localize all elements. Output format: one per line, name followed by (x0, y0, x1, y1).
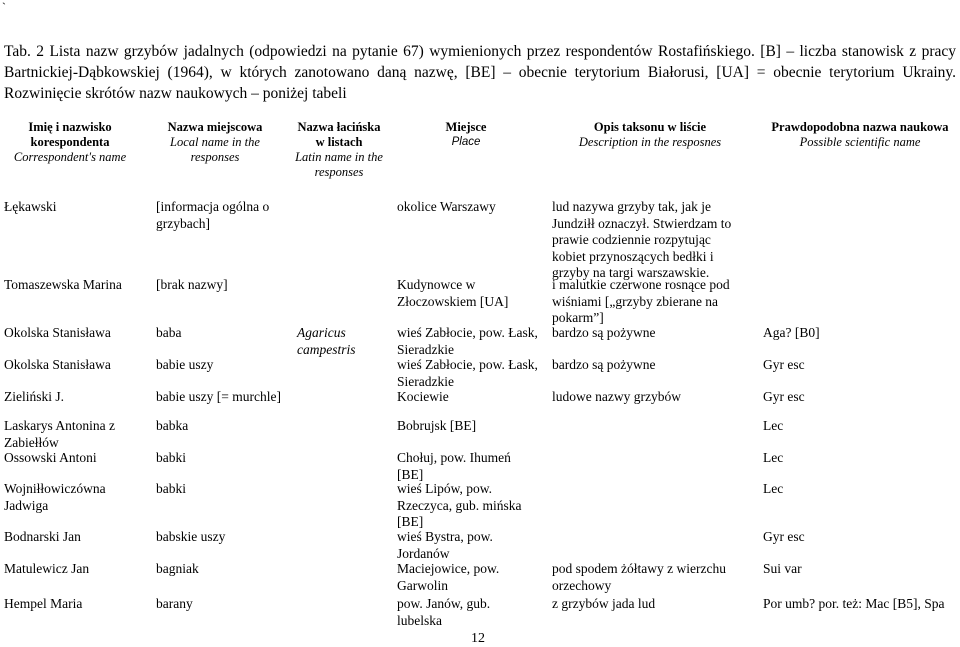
row-place: Chołuj, pow. Ihumeń [BE] (397, 450, 511, 482)
row-name: Hempel Maria (4, 596, 83, 611)
header-latin-en: Latin name in the responses (295, 150, 383, 179)
row-name: Okolska Stanisława (4, 357, 111, 372)
row-sci: Por umb? por. też: Mac [B5], Spa (763, 596, 945, 611)
row-sci: Gyr esc (763, 529, 805, 544)
row-sci: Gyr esc (763, 389, 805, 404)
row-name: Wojniłłowiczówna Jadwiga (4, 481, 106, 513)
header-name-pl: Imię i nazwisko korespondenta (28, 120, 112, 149)
page-number: 12 (471, 631, 485, 646)
header-name-en: Correspondent's name (13, 150, 127, 164)
row-local: baba (156, 325, 182, 340)
row-name: Bodnarski Jan (4, 529, 81, 544)
row-sci: Lec (763, 450, 784, 465)
row-place: wieś Bystra, pow. Jordanów (397, 529, 493, 561)
header-name (0, 120, 140, 165)
row-sci: Lec (763, 418, 784, 433)
row-desc: i malutkie czerwone rosnące pod wiśniami [„grzyby zbierane na pokarm”] (552, 277, 730, 325)
row-place: wieś Lipów, pow. Rzeczyca, gub. mińska [BE] (397, 481, 522, 529)
row-place: Kociewie (397, 389, 449, 404)
row-sci: Lec (763, 481, 784, 496)
row-desc: z grzybów jada lud (552, 596, 656, 611)
row-local: [informacja ogólna o grzybach] (156, 199, 270, 231)
row-sci: Gyr esc (763, 357, 805, 372)
row-desc: lud nazywa grzyby tak, jak je Jundziłł oznaczył. Stwierdzam to prawie codziennie rozpytując kobiet przynoszących bedłki i grzyby na targi warszawskie. (552, 199, 732, 280)
header-desc (550, 120, 750, 150)
row-local: [brak nazwy] (156, 277, 228, 292)
row-place: Maciejowice, pow. Garwolin (397, 561, 500, 593)
row-sci: Aga? [B0] (763, 325, 820, 340)
row-local: babskie uszy (156, 529, 226, 544)
row-local: babie uszy (156, 357, 214, 372)
row-local: bagniak (156, 561, 199, 576)
header-sci-pl: Prawdopodobna nazwa naukowa (771, 120, 949, 134)
row-local: babki (156, 481, 186, 496)
row-local: babka (156, 418, 189, 433)
header-latin (294, 120, 384, 180)
header-latin-pl: Nazwa łacińska w listach (297, 120, 381, 149)
header-place (410, 120, 522, 150)
header-desc-en: Description in the resposnes (578, 135, 722, 149)
row-place: Kudynowce w Złoczowskiem [UA] (397, 277, 509, 309)
row-place: wieś Zabłocie, pow. Łask, Sieradzkie (397, 357, 538, 389)
row-name: Ossowski Antoni (4, 450, 97, 465)
header-place-en: Place (451, 136, 481, 148)
row-local: babie uszy [= murchle] (156, 389, 281, 404)
row-place: wieś Zabłocie, pow. Łask, Sieradzkie (397, 325, 538, 357)
row-desc: pod spodem żółtawy z wierzchu orzechowy (552, 561, 726, 593)
header-desc-pl: Opis taksonu w liście (593, 120, 707, 134)
row-desc: bardzo są pożywne (552, 357, 656, 372)
row-desc: ludowe nazwy grzybów (552, 389, 681, 404)
row-sci: Sui var (763, 561, 802, 576)
row-local: babki (156, 450, 186, 465)
header-local-pl: Nazwa miejscowa (167, 120, 263, 134)
row-latin: Agaricus campestris (297, 325, 356, 357)
header-local (152, 120, 278, 165)
row-place: Bobrujsk [BE] (397, 418, 477, 433)
row-desc: bardzo są pożywne (552, 325, 656, 340)
header-sci (762, 120, 958, 150)
row-name: Tomaszewska Marina (4, 277, 122, 292)
row-place: pow. Janów, gub. lubelska (397, 596, 491, 628)
row-name: Okolska Stanisława (4, 325, 111, 340)
row-name: Matulewicz Jan (4, 561, 90, 576)
table-caption: Tab. 2 Lista nazw grzybów jadalnych (odpowiedzi na pytanie 67) wymienionych przez respondentów Rostafińskiego. [B] – liczba stanowisk z pracy Bartnickiej-Dąbkowskiej (1964), w których zanotowano daną nazwę, [BE] – obecnie terytorium Białorusi, [UA] = obecnie terytorium Ukrainy. Rozwinięcie skrótów nazw naukowych – poniżej tabeli (4, 43, 956, 102)
header-sci-en: Possible scientific name (799, 135, 921, 149)
row-local: barany (156, 596, 193, 611)
row-name: Laskarys Antonina z Zabiełłów (4, 418, 115, 450)
row-name: Zieliński J. (4, 389, 64, 404)
stray-mark: ` (2, 0, 6, 14)
row-name: Łękawski (4, 199, 57, 214)
header-place-pl: Miejsce (445, 120, 487, 134)
row-place: okolice Warszawy (397, 199, 496, 214)
header-local-en: Local name in the responses (170, 135, 260, 164)
